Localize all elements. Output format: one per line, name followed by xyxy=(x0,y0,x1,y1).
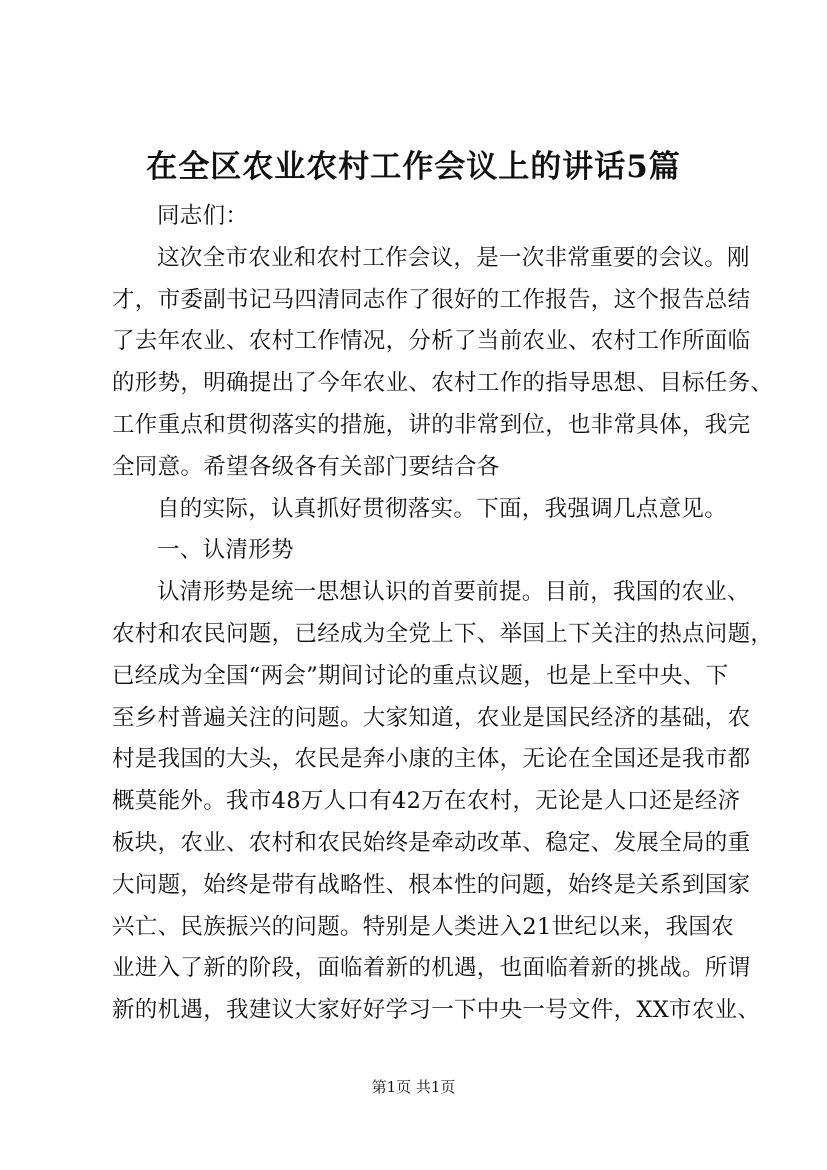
body-line: 业进入了新的阶段，面临着新的机遇，也面临着新的挑战。所谓 xyxy=(112,955,751,982)
document-title: 在全区农业农村工作会议上的讲话5篇 xyxy=(146,149,681,185)
body-line: 已经成为全国“两会”期间讨论的重点议题，也是上至中央、下 xyxy=(112,662,729,689)
body-line: 的形势，明确提出了今年农业、农村工作的指导思想、目标任务、 xyxy=(112,370,774,397)
body-line: 全同意。希望各级各有关部门要结合各 xyxy=(112,453,500,480)
page-footer: 第1页 共1页 xyxy=(371,1078,456,1096)
body-line: 板块，农业、农村和农民始终是牵动改革、稳定、发展全局的重 xyxy=(112,829,751,856)
document-body xyxy=(112,196,774,1032)
body-line: 了去年农业、农村工作情况，分析了当前农业、农村工作所面临 xyxy=(112,328,751,355)
section-heading: 一、认清形势 xyxy=(157,537,294,564)
body-line: 认清形势是统一思想认识的首要前提。目前，我国的农业、 xyxy=(157,579,750,606)
body-line: 工作重点和贯彻落实的措施，讲的非常到位，也非常具体，我完 xyxy=(112,411,751,438)
salutation-line: 同志们： xyxy=(157,203,249,229)
body-line: 概莫能外。我市48万人口有42万在农村，无论是人口还是经济 xyxy=(112,788,741,815)
body-line: 新的机遇，我建议大家好好学习一下中央一号文件，XX市农业、 xyxy=(112,997,761,1024)
body-line: 兴亡、民族振兴的问题。特别是人类进入21世纪以来，我国农 xyxy=(112,913,735,940)
body-line: 自的实际，认真抓好贯彻落实。下面，我强调几点意见。 xyxy=(157,495,728,522)
body-line: 至乡村普遍关注的问题。大家知道，农业是国民经济的基础，农 xyxy=(112,704,751,731)
body-line: 农村和农民问题，已经成为全党上下、举国上下关注的热点问题， xyxy=(112,620,774,647)
body-line: 才，市委副书记马四清同志作了很好的工作报告，这个报告总结 xyxy=(112,286,751,313)
body-line: 村是我国的大头，农民是奔小康的主体，无论在全国还是我市都 xyxy=(112,746,751,773)
body-line: 大问题，始终是带有战略性、根本性的问题，始终是关系到国家 xyxy=(112,871,751,898)
body-line: 这次全市农业和农村工作会议，是一次非常重要的会议。刚 xyxy=(157,244,750,271)
